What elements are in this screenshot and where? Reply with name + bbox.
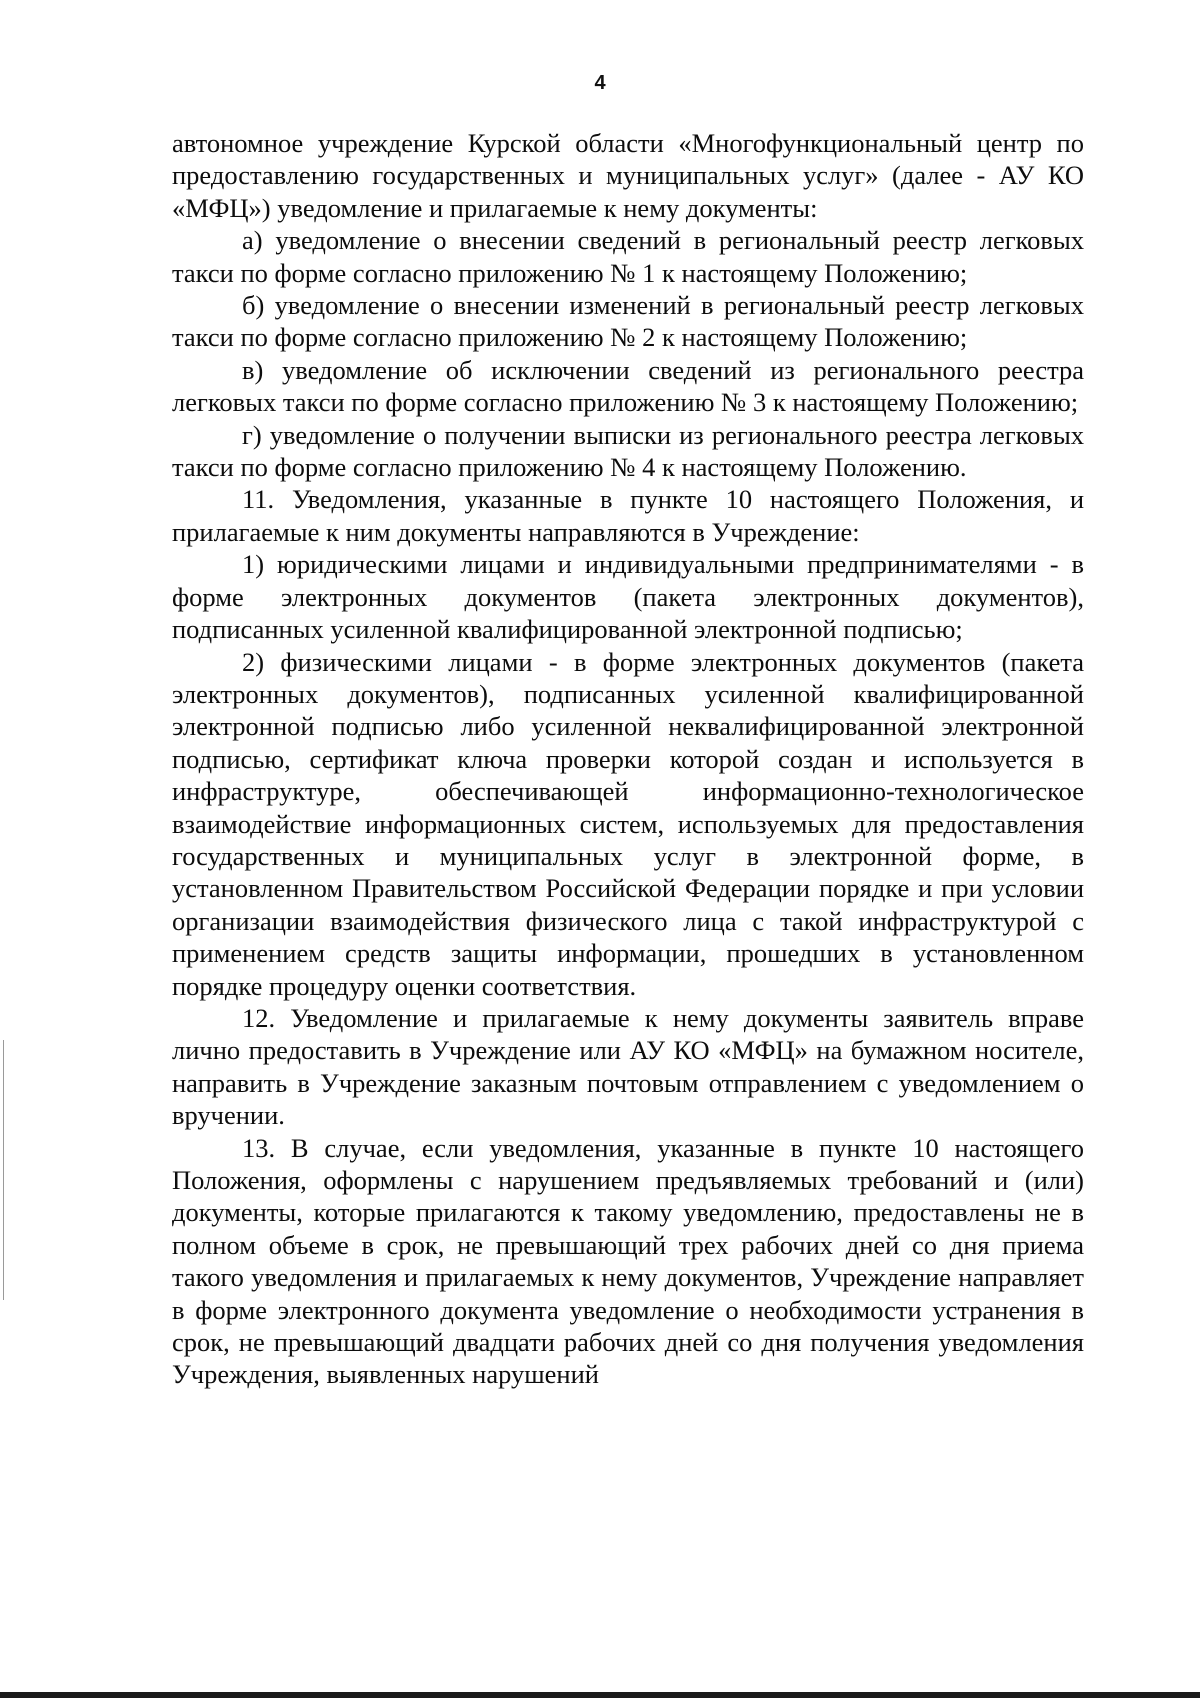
page-number: 4 bbox=[594, 72, 606, 94]
paragraph-item-g: г) уведомление о получении выписки из регионального реестра легковых такси по форме согласно приложению № 4 к настоящему Положению. bbox=[172, 419, 1084, 483]
paragraph-clause-11-item-1: 1) юридическими лицами и индивидуальными предпринимателями - в форме электронных документов (пакета электронных документов), подписанных усиленной квалифицированной электронной подписью; bbox=[172, 549, 1084, 645]
paragraph-clause-11-item-2: 2) физическими лицами - в форме электронных документов (пакета электронных документов), подписанных усиленной квалифицированной электронной подписью либо усиленной неквалифицированной электронной подписью, сертификат ключа проверки которой создан и используется в инфраструктуре, обеспечивающей информационно-технологическое взаимодействие информационных систем, используемых для предоставления государственных и муниципальных услуг в электронной форме, в установленном Правительством Российской Федерации порядке и при условии организации взаимодействия физического лица с такой инфраструктурой с применением средств защиты информации, прошедших в установленном порядке процедуру оценки соответствия. bbox=[172, 646, 1084, 1001]
document-body bbox=[172, 127, 1084, 1391]
paragraph-clause-11: 11. Уведомления, указанные в пункте 10 настоящего Положения, и прилагаемые к ним документы направляются в Учреждение: bbox=[172, 484, 1084, 547]
scan-edge-bottom bbox=[0, 1692, 1200, 1698]
paragraph-clause-12: 12. Уведомление и прилагаемые к нему документы заявитель вправе лично предоставить в Учреждение или АУ КО «МФЦ» на бумажном носителе, направить в Учреждение заказным почтовым отправлением с уведомлением о вручении. bbox=[172, 1002, 1084, 1131]
paragraph-intro: автономное учреждение Курской области «Многофункциональный центр по предоставлению государственных и муниципальных услуг» (далее - АУ КО «МФЦ») уведомление и прилагаемые к нему документы: bbox=[172, 128, 1084, 223]
paragraph-item-v: в) уведомление об исключении сведений из регионального реестра легковых такси по форме согласно приложению № 3 к настоящему Положению; bbox=[172, 354, 1084, 418]
paragraph-item-b: б) уведомление о внесении изменений в региональный реестр легковых такси по форме согласно приложению № 2 к настоящему Положению; bbox=[172, 290, 1084, 353]
scan-edge-left bbox=[3, 1040, 4, 1300]
paragraph-clause-13: 13. В случае, если уведомления, указанные в пункте 10 настоящего Положения, оформлены с нарушением предъявляемых требований и (или) документы, которые прилагаются к такому уведомлению, предоставлены не в полном объеме в срок, не превышающий трех рабочих дней со дня приема такого уведомления и прилагаемых к нему документов, Учреждение направляет в форме электронного документа уведомление о необходимости устранения в срок, не превышающий двадцати рабочих дней со дня получения уведомления Учреждения, выявленных нарушений bbox=[172, 1132, 1084, 1390]
paragraph-item-a: а) уведомление о внесении сведений в региональный реестр легковых такси по форме согласно приложению № 1 к настоящему Положению; bbox=[172, 225, 1084, 288]
